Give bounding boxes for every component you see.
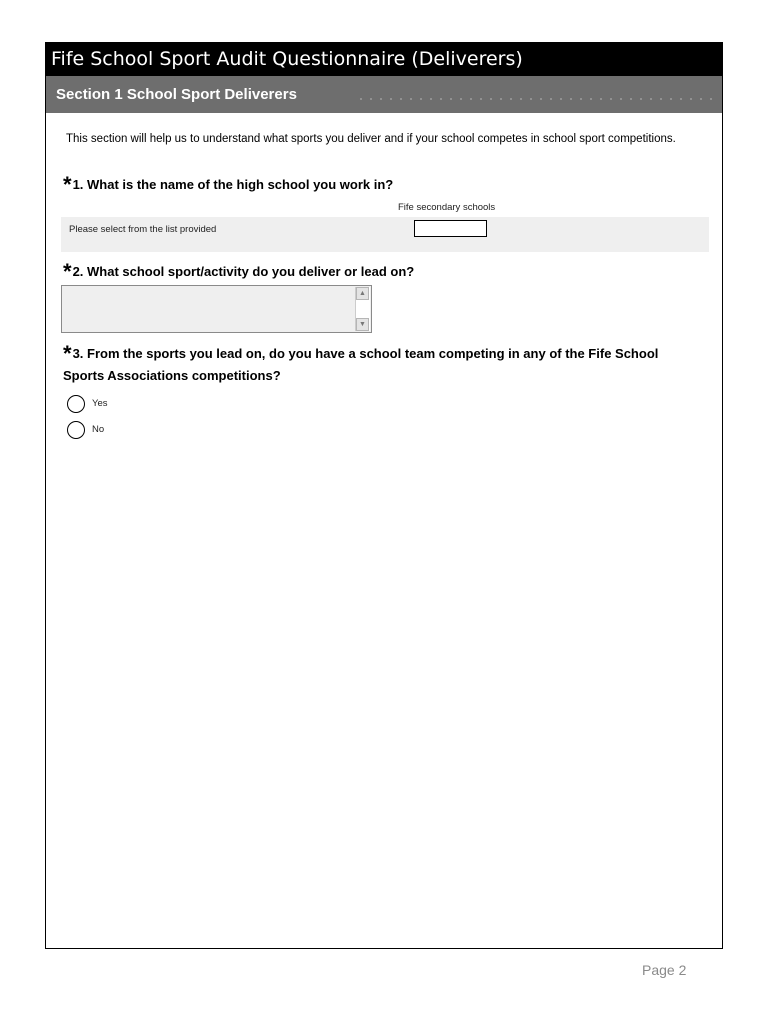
required-asterisk: * — [63, 341, 72, 366]
section-title: Section 1 School Sport Deliverers — [56, 86, 297, 103]
section-header — [46, 76, 722, 113]
section-intro: This section will help us to understand what sports you deliver and if your school competes in school sport competitions. — [66, 133, 676, 145]
question-3-text: 3. From the sports you lead on, do you have a school team competing in any of the Fife School Sports Associations competitions? — [63, 346, 659, 383]
page-number: Page 2 — [642, 962, 687, 978]
required-asterisk: * — [63, 259, 72, 284]
textarea-scrollbar[interactable] — [355, 287, 370, 331]
scroll-down-arrow-icon[interactable]: ▼ — [356, 318, 369, 331]
page-title: Fife School Sport Audit Questionnaire (Deliverers) — [46, 43, 722, 76]
scroll-up-arrow-icon[interactable]: ▲ — [356, 287, 369, 300]
required-asterisk: * — [63, 172, 72, 197]
radio-label-no: No — [92, 424, 105, 435]
question-1-column-header: Fife secondary schools — [398, 202, 496, 213]
question-1 — [63, 174, 393, 196]
questionnaire-page — [45, 42, 723, 949]
question-1-row-label: Please select from the list provided — [69, 224, 217, 235]
radio-label-yes: Yes — [92, 398, 108, 409]
radio-circle-icon[interactable] — [67, 421, 85, 439]
section-dotted-rule — [356, 98, 712, 100]
question-1-row — [61, 217, 709, 252]
question-2 — [63, 261, 414, 283]
question-3 — [63, 343, 703, 387]
radio-circle-icon[interactable] — [67, 395, 85, 413]
school-select-dropdown[interactable] — [414, 220, 487, 237]
question-1-text: 1. What is the name of the high school you work in? — [72, 177, 394, 192]
sport-activity-textarea[interactable] — [61, 285, 372, 333]
question-2-text: 2. What school sport/activity do you deliver or lead on? — [72, 264, 415, 279]
